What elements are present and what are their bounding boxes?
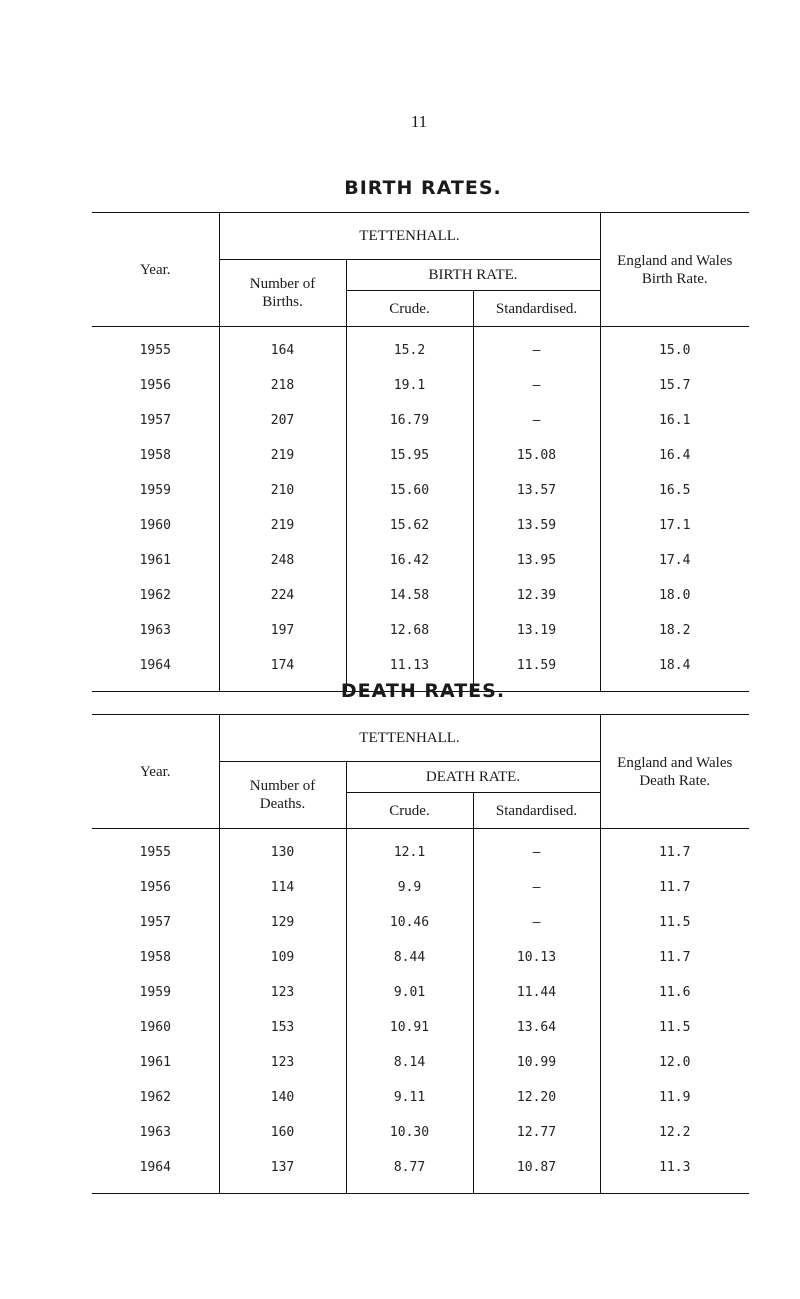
crude-rate-cell: 15.62 [346, 508, 473, 543]
birth-rate-group-header: BIRTH RATE. [346, 260, 600, 291]
year-cell: 1964 [92, 1150, 219, 1194]
year-cell: 1960 [92, 508, 219, 543]
table-row [92, 829, 749, 871]
standardised-rate-cell: 10.13 [473, 940, 600, 975]
standardised-rate-cell: 13.64 [473, 1010, 600, 1045]
table-row [92, 870, 749, 905]
crude-rate-cell: 10.46 [346, 905, 473, 940]
national-rate-cell: 16.4 [659, 448, 691, 463]
tettenhall-group-header: TETTENHALL. [219, 715, 600, 762]
count-cell: 248 [219, 543, 346, 578]
count-cell: 210 [219, 473, 346, 508]
table-row [92, 438, 749, 473]
national-rate-header: England and Wales Death Rate. [617, 754, 733, 789]
standardised-rate-cell: 13.95 [473, 543, 600, 578]
year-cell: 1963 [92, 1115, 219, 1150]
year-cell: 1959 [92, 975, 219, 1010]
standardised-rate-cell: 13.57 [473, 473, 600, 508]
crude-rate-cell: 15.95 [346, 438, 473, 473]
year-cell: 1963 [92, 613, 219, 648]
crude-rate-cell: 16.79 [346, 403, 473, 438]
count-cell: 174 [219, 648, 346, 692]
count-cell: 153 [219, 1010, 346, 1045]
table-row [92, 613, 749, 648]
count-cell: 130 [219, 829, 346, 871]
year-cell: 1962 [92, 578, 219, 613]
table-row [92, 1150, 749, 1194]
table-row [92, 403, 749, 438]
national-rate-cell: 11.5 [659, 1020, 691, 1035]
crude-rate-cell: 12.1 [346, 829, 473, 871]
deaths-count-header: Number of Deaths. [219, 762, 346, 829]
count-cell: 109 [219, 940, 346, 975]
standardised-rate-cell: 11.59 [473, 648, 600, 692]
birth-table-body [92, 327, 749, 692]
crude-rate-cell: 11.13 [346, 648, 473, 692]
national-rate-cell: 11.7 [659, 880, 691, 895]
national-rate-cell: 11.7 [659, 845, 691, 860]
year-cell: 1964 [92, 648, 219, 692]
count-cell: 160 [219, 1115, 346, 1150]
count-cell: 123 [219, 1045, 346, 1080]
year-cell: 1956 [92, 368, 219, 403]
national-rate-cell: 15.0 [659, 343, 691, 358]
standardised-rate-cell: — [473, 905, 600, 940]
death-rates-title: DEATH RATES. [340, 680, 506, 702]
table-row [92, 508, 749, 543]
year-column-header: Year. [92, 213, 219, 327]
death-table-body [92, 829, 749, 1194]
count-cell: 224 [219, 578, 346, 613]
page-number: 11 [410, 112, 428, 131]
national-rate-cell: 17.1 [659, 518, 691, 533]
crude-column-header: Crude. [346, 291, 473, 327]
birth-table-header [92, 213, 749, 327]
count-cell: 123 [219, 975, 346, 1010]
national-rate-cell: 11.7 [659, 950, 691, 965]
crude-rate-cell: 8.77 [346, 1150, 473, 1194]
standardised-rate-cell: 15.08 [473, 438, 600, 473]
national-rate-cell: 18.2 [659, 623, 691, 638]
birth-rates-title: BIRTH RATES. [344, 177, 502, 199]
year-cell: 1955 [92, 327, 219, 369]
standardised-rate-cell: 11.44 [473, 975, 600, 1010]
national-rate-cell: 16.5 [659, 483, 691, 498]
table-row [92, 327, 749, 369]
national-rate-cell: 12.0 [659, 1055, 691, 1070]
count-cell: 140 [219, 1080, 346, 1115]
count-cell: 137 [219, 1150, 346, 1194]
year-cell: 1959 [92, 473, 219, 508]
standardised-rate-cell: 12.39 [473, 578, 600, 613]
crude-rate-cell: 15.60 [346, 473, 473, 508]
crude-rate-cell: 19.1 [346, 368, 473, 403]
standardised-rate-cell: — [473, 368, 600, 403]
table-row [92, 1010, 749, 1045]
table-row [92, 975, 749, 1010]
year-cell: 1956 [92, 870, 219, 905]
crude-rate-cell: 9.11 [346, 1080, 473, 1115]
birth-rates-table [92, 212, 749, 692]
standardised-rate-cell: 10.99 [473, 1045, 600, 1080]
table-row [92, 1080, 749, 1115]
year-cell: 1961 [92, 1045, 219, 1080]
count-cell: 114 [219, 870, 346, 905]
standardised-rate-cell: 12.77 [473, 1115, 600, 1150]
table-row [92, 940, 749, 975]
standardised-rate-cell: — [473, 870, 600, 905]
year-cell: 1955 [92, 829, 219, 871]
crude-rate-cell: 9.01 [346, 975, 473, 1010]
national-rate-cell: 11.5 [659, 915, 691, 930]
year-cell: 1958 [92, 940, 219, 975]
count-cell: 207 [219, 403, 346, 438]
death-rates-table [92, 714, 749, 1194]
national-rate-cell: 17.4 [659, 553, 691, 568]
national-rate-cell: 11.3 [659, 1160, 691, 1175]
year-cell: 1958 [92, 438, 219, 473]
national-rate-cell: 11.9 [659, 1090, 691, 1105]
standardised-column-header: Standardised. [473, 291, 600, 327]
crude-rate-cell: 10.30 [346, 1115, 473, 1150]
births-count-header: Number of Births. [219, 260, 346, 327]
national-rate-cell: 11.6 [659, 985, 691, 1000]
count-cell: 129 [219, 905, 346, 940]
table-row [92, 543, 749, 578]
standardised-rate-cell: 13.59 [473, 508, 600, 543]
crude-rate-cell: 10.91 [346, 1010, 473, 1045]
year-cell: 1957 [92, 905, 219, 940]
national-rate-header: England and Wales Birth Rate. [617, 252, 733, 287]
standardised-rate-cell: 10.87 [473, 1150, 600, 1194]
year-cell: 1962 [92, 1080, 219, 1115]
count-cell: 197 [219, 613, 346, 648]
count-cell: 218 [219, 368, 346, 403]
table-row [92, 473, 749, 508]
table-row [92, 368, 749, 403]
standardised-rate-cell: — [473, 327, 600, 369]
standardised-column-header: Standardised. [473, 793, 600, 829]
crude-column-header: Crude. [346, 793, 473, 829]
count-cell: 219 [219, 438, 346, 473]
crude-rate-cell: 9.9 [346, 870, 473, 905]
national-rate-cell: 16.1 [659, 413, 691, 428]
table-row [92, 905, 749, 940]
table-row [92, 1115, 749, 1150]
table-row [92, 1045, 749, 1080]
standardised-rate-cell: 13.19 [473, 613, 600, 648]
national-rate-cell: 18.0 [659, 588, 691, 603]
year-column-header: Year. [92, 715, 219, 829]
crude-rate-cell: 8.44 [346, 940, 473, 975]
death-rate-group-header: DEATH RATE. [346, 762, 600, 793]
crude-rate-cell: 14.58 [346, 578, 473, 613]
national-rate-cell: 12.2 [659, 1125, 691, 1140]
year-cell: 1960 [92, 1010, 219, 1045]
crude-rate-cell: 12.68 [346, 613, 473, 648]
tettenhall-group-header: TETTENHALL. [219, 213, 600, 260]
table-row [92, 578, 749, 613]
crude-rate-cell: 16.42 [346, 543, 473, 578]
crude-rate-cell: 8.14 [346, 1045, 473, 1080]
crude-rate-cell: 15.2 [346, 327, 473, 369]
standardised-rate-cell: — [473, 403, 600, 438]
death-table-header [92, 715, 749, 829]
national-rate-cell: 15.7 [659, 378, 691, 393]
national-rate-cell: 18.4 [659, 658, 691, 673]
standardised-rate-cell: — [473, 829, 600, 871]
count-cell: 164 [219, 327, 346, 369]
year-cell: 1957 [92, 403, 219, 438]
standardised-rate-cell: 12.20 [473, 1080, 600, 1115]
year-cell: 1961 [92, 543, 219, 578]
count-cell: 219 [219, 508, 346, 543]
